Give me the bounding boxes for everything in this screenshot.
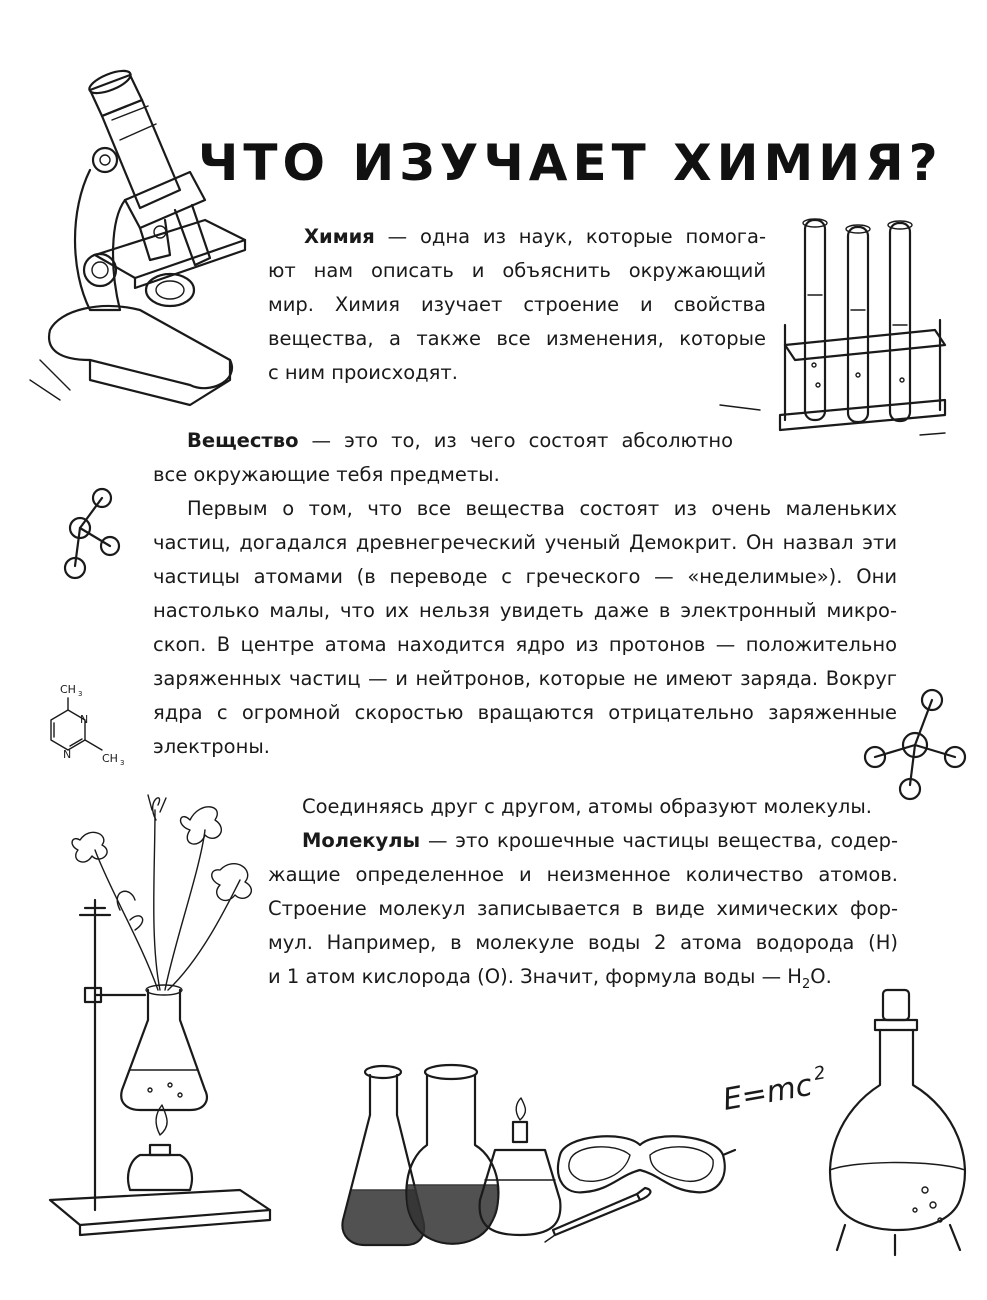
svg-text:CH: CH bbox=[102, 752, 118, 765]
molecule-icon bbox=[860, 685, 975, 805]
atoms-line-3: частицы атомами (в переводе с греческого — «неделимые»). Они bbox=[153, 565, 897, 588]
intro-line-3: мир. Химия изучает строение и свойства bbox=[268, 293, 766, 316]
molecules-line-1: Соединяясь друг с другом, атомы образуют молекулы. bbox=[302, 795, 872, 818]
lab-glassware-icon bbox=[335, 1060, 565, 1280]
molecules-line-6: и 1 атом кислорода (О). Значит, формула воды — $Н_2О$. bbox=[268, 965, 832, 992]
test-tube-rack-icon bbox=[770, 215, 950, 445]
term-molecules: Молекулы bbox=[302, 829, 421, 852]
atoms-line-2: частиц, догадался древнегреческий ученый Демокрит. Он назвал эти bbox=[153, 531, 897, 554]
atoms-line-4: настолько малы, что их нельзя увидеть даже в электронный микро- bbox=[153, 599, 897, 622]
page-title: ЧТО ИЗУЧАЕТ ХИМИЯ? bbox=[198, 134, 943, 192]
svg-text:N: N bbox=[63, 748, 72, 761]
intro-paragraph bbox=[268, 220, 766, 390]
intro-line-2: ют нам описать и объяснить окружающий bbox=[268, 259, 766, 282]
svg-text:E=mc: E=mc bbox=[720, 1067, 815, 1118]
molecule-icon bbox=[60, 488, 130, 588]
atoms-line-1: Первым о том, что все вещества состоят из очень маленьких bbox=[187, 497, 897, 520]
molecules-line-3: жащие определенное и неизменное количество атомов. bbox=[268, 863, 898, 886]
molecules-line-5: мул. Например, в молекуле воды 2 атома водорода (Н) bbox=[268, 931, 898, 954]
intro-line-1: Химия — одна из наук, которые помога- bbox=[304, 225, 766, 248]
svg-text:3: 3 bbox=[120, 759, 125, 767]
molecules-line-4: Строение молекул записывается в виде химических фор- bbox=[268, 897, 898, 920]
flask-with-flowers-icon bbox=[40, 790, 280, 1240]
svg-text:CH: CH bbox=[60, 683, 76, 696]
intro-line-5: с ним происходят. bbox=[268, 361, 458, 384]
intro-line-4: вещества, а также все изменения, которые bbox=[268, 327, 766, 350]
substance-line-1: Вещество — это то, из чего состоят абсолютно bbox=[187, 429, 733, 452]
atoms-line-7: ядра с огромной скоростью вращаются отрицательно заряженные bbox=[153, 701, 897, 724]
atoms-paragraph bbox=[153, 492, 897, 764]
atoms-line-6: заряженных частиц — и нейтронов, которые не имеют заряда. Вокруг bbox=[153, 667, 897, 690]
term-chemistry: Химия bbox=[304, 225, 375, 248]
safety-goggles-icon bbox=[545, 1120, 735, 1260]
molecules-line-2: Молекулы — это крошечные частицы вещества, содер- bbox=[302, 829, 898, 852]
svg-text:3: 3 bbox=[78, 690, 83, 698]
microscope-icon bbox=[30, 60, 260, 400]
pyrimidine-structure-icon bbox=[40, 680, 140, 780]
round-flask-icon bbox=[815, 985, 985, 1265]
svg-text:N: N bbox=[80, 713, 89, 726]
svg-text:2: 2 bbox=[812, 1062, 828, 1085]
term-substance: Вещество bbox=[187, 429, 299, 452]
atoms-line-5: скоп. В центре атома находится ядро из протонов — положительно bbox=[153, 633, 897, 656]
substance-paragraph bbox=[153, 424, 733, 492]
formula-subscript: 2 bbox=[801, 976, 811, 992]
substance-line-2: все окружающие тебя предметы. bbox=[153, 463, 500, 486]
molecules-paragraph bbox=[268, 790, 898, 1002]
atoms-line-8: электроны. bbox=[153, 735, 270, 758]
